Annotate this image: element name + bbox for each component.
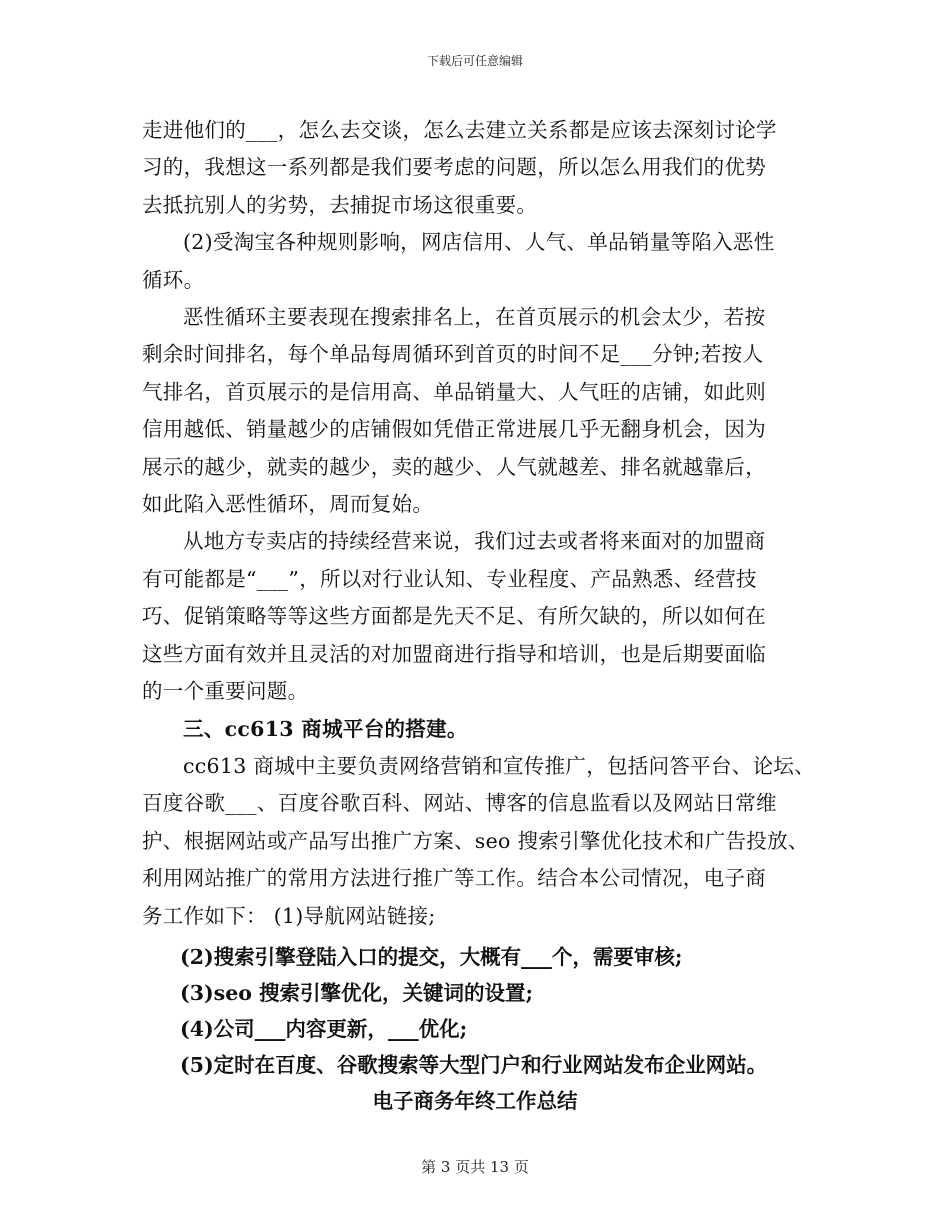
paragraph-line: 信用越低、销量越少的店铺假如凭借正常进展几乎无翻身机会，因为	[142, 417, 766, 442]
paragraph-line: 务工作如下： (1)导航网站链接;	[142, 903, 436, 928]
paragraph-line: 气排名，首页展示的是信用高、单品销量大、人气旺的店铺，如此则	[142, 379, 766, 404]
paragraph-line: 百度谷歌___、百度谷歌百科、网站、博客的信息监看以及网站日常维	[142, 791, 777, 816]
paragraph-line: 走进他们的___，怎么去交谈，怎么去建立关系都是应该去深刻讨论学	[142, 118, 777, 142]
paragraph-line: 如此陷入恶性循环，周而复始。	[142, 492, 434, 517]
paragraph-line: 展示的越少，就卖的越少，卖的越少、人气就越差、排名就越靠后，	[142, 454, 766, 479]
paragraph-line: 从地方专卖店的持续经营来说，我们过去或者将来面对的加盟商	[183, 529, 766, 554]
paragraph-line: 护、根据网站或产品写出推广方案、seo 搜索引擎优化技术和广告投放、	[142, 828, 809, 853]
paragraph-line: 去抵抗别人的劣势，去捕捉市场这很重要。	[142, 192, 538, 217]
list-item: (2)搜索引擎登陆入口的提交，大概有___个，需要审核;	[180, 944, 683, 969]
paragraph-line: 的一个重要问题。	[142, 679, 309, 704]
list-item: (4)公司___内容更新，___优化;	[180, 1016, 468, 1041]
paragraph-line: 这些方面有效并且灵活的对加盟商进行指导和培训，也是后期要面临	[142, 641, 766, 666]
page-footer: 第 3 页共 13 页	[421, 1158, 529, 1176]
paragraph-line: 恶性循环主要表现在搜索排名上，在首页展示的机会太少，若按	[183, 305, 766, 330]
document-title: 电子商务年终工作总结	[372, 1088, 578, 1113]
paragraph-line: 习的，我想这一系列都是我们要考虑的问题，所以怎么用我们的优势	[142, 155, 766, 180]
paragraph-line: 有可能都是“___”，所以对行业认知、专业程度、产品熟悉、经营技	[142, 566, 757, 591]
paragraph-line: 利用网站推广的常用方法进行推广等工作。结合本公司情况，电子商	[142, 866, 766, 891]
page-header: 下载后可任意编辑	[426, 54, 523, 68]
paragraph-line: cc613 商城中主要负责网络营销和宣传推广，包括问答平台、论坛、	[183, 753, 816, 778]
section-heading: 三、cc613 商城平台的搭建。	[183, 716, 468, 741]
list-item: (3)seo 搜索引擎优化，关键词的设置;	[180, 980, 534, 1005]
list-item: (5)定时在百度、谷歌搜索等大型门户和行业网站发布企业网站。	[180, 1052, 768, 1077]
paragraph-line: 循环。	[142, 267, 205, 292]
paragraph-line: (2)受淘宝各种规则影响，网店信用、人气、单品销量等陷入恶性	[183, 230, 775, 255]
document-body	[142, 112, 842, 1120]
paragraph-line: 巧、促销策略等等这些方面都是先天不足、有所欠缺的，所以如何在	[142, 604, 766, 629]
paragraph-line: 剩余时间排名，每个单品每周循环到首页的时间不足___分钟;若按人	[142, 342, 764, 367]
